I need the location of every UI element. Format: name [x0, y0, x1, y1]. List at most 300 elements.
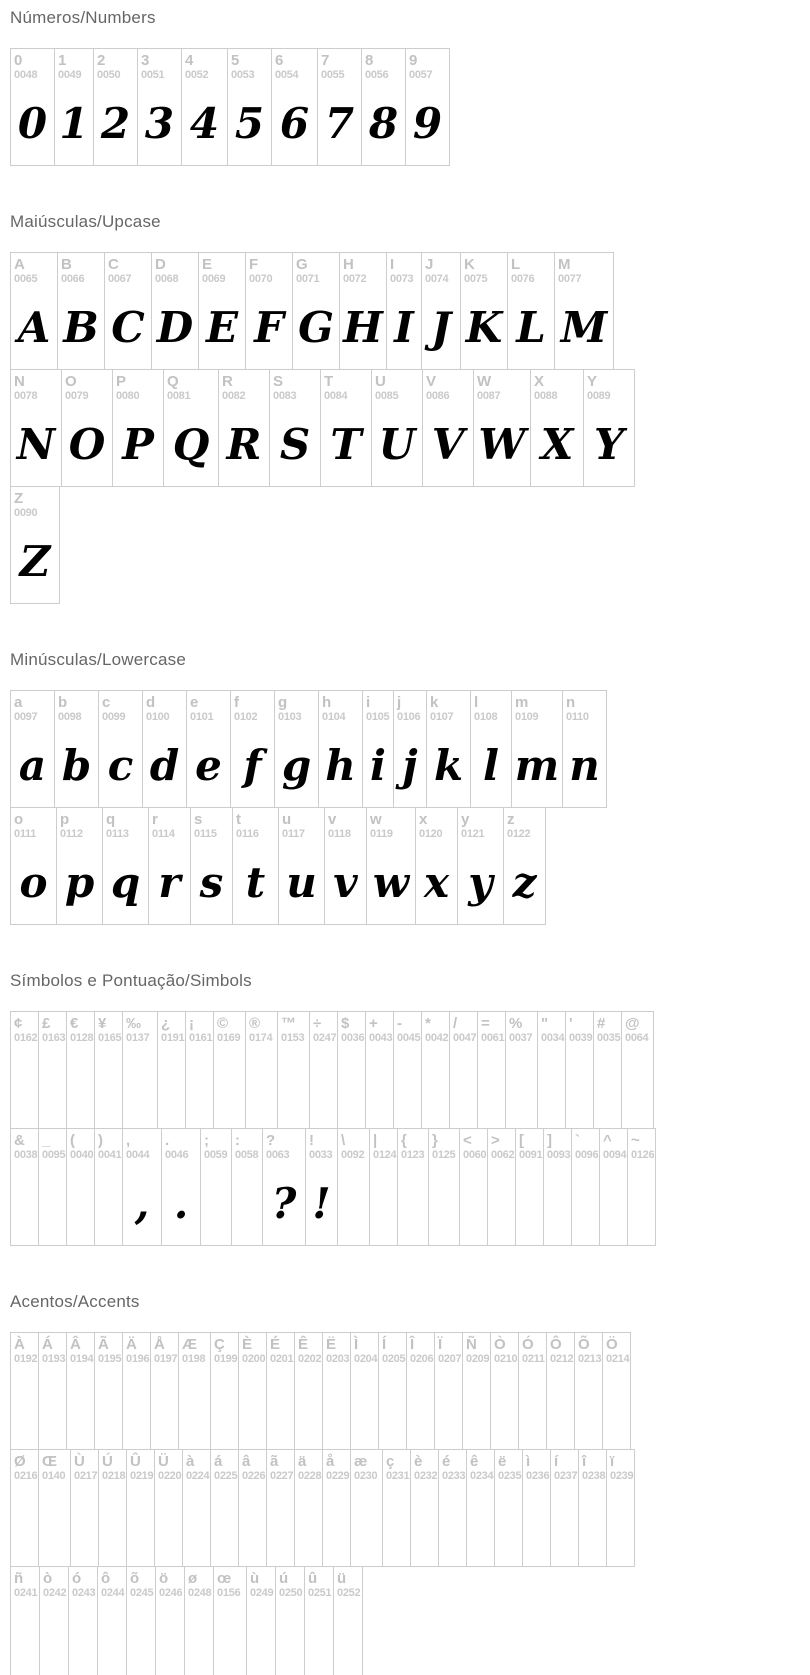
- cell-glyph: [422, 1045, 449, 1127]
- cell-char-label: D: [155, 256, 166, 273]
- cell-code-label: 0204: [354, 1353, 378, 1365]
- cell-char-label: P: [116, 373, 127, 390]
- cell-glyph: [295, 1483, 322, 1565]
- char-row: [10, 369, 810, 487]
- cell-glyph: D: [156, 302, 194, 352]
- cell-char-label: ø: [188, 1570, 198, 1587]
- cell-glyph: T: [330, 419, 362, 469]
- cell-glyph: 2: [100, 98, 131, 148]
- cell-glyph: [201, 1162, 231, 1244]
- char-cell-0238: [578, 1449, 607, 1567]
- cell-char-label: Î: [410, 1336, 415, 1353]
- cell-code-label: 0093: [547, 1149, 571, 1161]
- char-cell-0038: [10, 1128, 39, 1246]
- char-cell-0056: [361, 48, 406, 166]
- char-row: [10, 48, 810, 166]
- cell-code-label: 0095: [42, 1149, 66, 1161]
- cell-code-label: 0114: [152, 828, 175, 840]
- cell-glyph: [295, 1366, 322, 1448]
- cell-code-label: 0087: [477, 390, 501, 402]
- cell-code-label: 0229: [326, 1470, 350, 1482]
- cell-code-label: 0100: [146, 711, 170, 723]
- char-cell-0084: [320, 369, 372, 487]
- char-cell-0227: [266, 1449, 295, 1567]
- cell-glyph: M: [560, 302, 608, 352]
- char-cell-0115: [190, 807, 233, 925]
- cell-code-label: 0161: [189, 1032, 213, 1044]
- cell-char-label: ¿: [161, 1015, 171, 1032]
- cell-glyph: [71, 1483, 98, 1565]
- cell-char-label: ?: [266, 1132, 276, 1149]
- cell-char-label: o: [14, 811, 24, 828]
- cell-glyph: [123, 1366, 150, 1448]
- cell-char-label: ó: [72, 1570, 82, 1587]
- cell-glyph: [95, 1045, 122, 1127]
- cell-code-label: 0105: [366, 711, 390, 723]
- cell-code-label: 0123: [401, 1149, 425, 1161]
- cell-char-label: 2: [97, 52, 106, 69]
- cell-glyph: [338, 1045, 365, 1127]
- cell-code-label: 0120: [419, 828, 443, 840]
- cell-char-label: é: [442, 1453, 451, 1470]
- cell-char-label: Ø: [14, 1453, 26, 1470]
- char-cell-0047: [449, 1011, 478, 1129]
- cell-char-label: &: [14, 1132, 25, 1149]
- char-cell-0036: [337, 1011, 366, 1129]
- cell-code-label: 0052: [185, 69, 209, 81]
- cell-code-label: 0197: [154, 1353, 178, 1365]
- cell-char-label: ]: [547, 1132, 552, 1149]
- cell-glyph: [11, 1483, 38, 1565]
- cell-code-label: 0196: [126, 1353, 150, 1365]
- cell-glyph: [407, 1366, 434, 1448]
- cell-glyph: [246, 1045, 277, 1127]
- cell-glyph: Q: [172, 419, 210, 469]
- cell-code-label: 0104: [322, 711, 346, 723]
- cell-char-label: N: [14, 373, 25, 390]
- char-cell-0239: [606, 1449, 635, 1567]
- cell-char-label: ©: [217, 1015, 229, 1032]
- cell-char-label: x: [419, 811, 428, 828]
- char-cell-0062: [487, 1128, 516, 1246]
- cell-char-label: L: [511, 256, 521, 273]
- cell-char-label: 4: [185, 52, 194, 69]
- char-cell-0077: [554, 252, 614, 370]
- char-cell-0039: [565, 1011, 594, 1129]
- cell-char-label: n: [566, 694, 576, 711]
- cell-char-label: Ç: [214, 1336, 225, 1353]
- cell-glyph: [158, 1045, 185, 1127]
- char-cell-0044: [122, 1128, 162, 1246]
- cell-glyph: [67, 1045, 94, 1127]
- char-cell-0053: [227, 48, 272, 166]
- cell-char-label: >: [491, 1132, 500, 1149]
- cell-char-label: Y: [587, 373, 598, 390]
- cell-code-label: 0218: [102, 1470, 126, 1482]
- section-lowercase: [10, 650, 810, 925]
- cell-char-label: F: [249, 256, 259, 273]
- cell-char-label: Á: [42, 1336, 53, 1353]
- cell-glyph: d: [149, 740, 180, 790]
- char-cell-0229: [322, 1449, 351, 1567]
- cell-glyph: v: [333, 857, 358, 907]
- cell-glyph: [467, 1483, 494, 1565]
- char-cell-0097: [10, 690, 55, 808]
- cell-char-label: ÷: [313, 1015, 322, 1032]
- char-cell-0153: [277, 1011, 310, 1129]
- char-cell-0052: [181, 48, 228, 166]
- cell-code-label: 0119: [370, 828, 393, 840]
- cell-glyph: [551, 1483, 578, 1565]
- cell-code-label: 0082: [222, 390, 246, 402]
- cell-char-label: A: [14, 256, 25, 273]
- cell-char-label: Ó: [522, 1336, 534, 1353]
- char-cell-0114: [148, 807, 191, 925]
- char-cell-0206: [406, 1332, 435, 1450]
- cell-char-label: =: [481, 1015, 490, 1032]
- char-cell-0106: [393, 690, 427, 808]
- cell-char-label: W: [477, 373, 492, 390]
- cell-char-label: k: [430, 694, 439, 711]
- char-cell-0043: [365, 1011, 394, 1129]
- cell-code-label: 0058: [235, 1149, 259, 1161]
- char-cell-0058: [231, 1128, 263, 1246]
- char-cell-0252: [333, 1566, 363, 1675]
- cell-code-label: 0059: [204, 1149, 228, 1161]
- cell-char-label: z: [507, 811, 515, 828]
- cell-glyph: 9: [412, 98, 443, 148]
- char-cell-0099: [98, 690, 143, 808]
- cell-code-label: 0209: [466, 1353, 490, 1365]
- cell-char-label: É: [270, 1336, 281, 1353]
- cell-glyph: [435, 1366, 462, 1448]
- cell-char-label: ¢: [14, 1015, 23, 1032]
- cell-code-label: 0067: [108, 273, 132, 285]
- cell-glyph: b: [61, 740, 92, 790]
- cell-char-label: Ö: [606, 1336, 618, 1353]
- char-cell-0122: [503, 807, 546, 925]
- char-cell-0199: [210, 1332, 239, 1450]
- cell-char-label: r: [152, 811, 158, 828]
- cell-glyph: g: [281, 740, 312, 790]
- cell-code-label: 0108: [474, 711, 498, 723]
- cell-char-label: C: [108, 256, 119, 273]
- cell-code-label: 0213: [578, 1353, 602, 1365]
- cell-glyph: [11, 1162, 38, 1244]
- char-cell-0214: [602, 1332, 631, 1450]
- cell-code-label: 0038: [14, 1149, 38, 1161]
- cell-char-label: :: [235, 1132, 240, 1149]
- char-cell-0128: [66, 1011, 95, 1129]
- cell-char-label: Ì: [354, 1336, 359, 1353]
- char-cell-0116: [232, 807, 279, 925]
- cell-code-label: 0233: [442, 1470, 466, 1482]
- char-row: [10, 1566, 810, 1675]
- char-cell-0051: [137, 48, 182, 166]
- cell-char-label: }: [432, 1132, 438, 1149]
- cell-glyph: [11, 1045, 38, 1127]
- char-cell-0209: [462, 1332, 491, 1450]
- cell-char-label: ®: [249, 1015, 261, 1032]
- cell-glyph: [460, 1162, 487, 1244]
- cell-char-label: $: [341, 1015, 350, 1032]
- cell-glyph: o: [19, 857, 48, 907]
- cell-glyph: [523, 1483, 550, 1565]
- cell-glyph: [628, 1162, 655, 1244]
- char-cell-0107: [426, 690, 471, 808]
- char-cell-0124: [369, 1128, 398, 1246]
- char-cell-0165: [94, 1011, 123, 1129]
- cell-char-label: 7: [321, 52, 330, 69]
- cell-char-label: Q: [167, 373, 179, 390]
- cell-char-label: å: [326, 1453, 335, 1470]
- cell-code-label: 0054: [275, 69, 299, 81]
- cell-code-label: 0214: [606, 1353, 630, 1365]
- char-cell-0063: [262, 1128, 306, 1246]
- cell-code-label: 0075: [464, 273, 488, 285]
- cell-glyph: [186, 1045, 213, 1127]
- cell-glyph: [566, 1045, 593, 1127]
- cell-glyph: p: [64, 857, 95, 907]
- cell-glyph: t: [245, 857, 266, 907]
- cell-char-label: w: [370, 811, 382, 828]
- char-cell-0092: [337, 1128, 370, 1246]
- char-cell-0212: [546, 1332, 575, 1450]
- cell-char-label: u: [282, 811, 292, 828]
- cell-code-label: 0202: [298, 1353, 322, 1365]
- cell-code-label: 0070: [249, 273, 273, 285]
- section-title-symbols: Símbolos e Pontuação/Simbols: [10, 971, 252, 990]
- cell-glyph: !: [312, 1178, 331, 1228]
- cell-glyph: [95, 1366, 122, 1448]
- char-cell-0242: [39, 1566, 69, 1675]
- char-cell-0109: [511, 690, 563, 808]
- cell-glyph: z: [512, 857, 537, 907]
- cell-glyph: q: [110, 857, 141, 907]
- cell-glyph: u: [286, 857, 317, 907]
- char-cell-0201: [266, 1332, 295, 1450]
- char-cell-0241: [10, 1566, 40, 1675]
- cell-glyph: [463, 1366, 490, 1448]
- cell-code-label: 0068: [155, 273, 179, 285]
- cell-code-label: 0039: [569, 1032, 593, 1044]
- cell-glyph: [11, 1600, 39, 1675]
- cell-char-label: Â: [70, 1336, 81, 1353]
- cell-glyph: [276, 1600, 304, 1675]
- cell-glyph: y: [468, 857, 493, 907]
- char-row: [10, 1011, 810, 1129]
- char-row: [10, 1449, 810, 1567]
- char-cell-0111: [10, 807, 57, 925]
- char-cell-0196: [122, 1332, 151, 1450]
- cell-code-label: 0092: [341, 1149, 365, 1161]
- char-cell-0156: [213, 1566, 247, 1675]
- cell-glyph: 0: [17, 98, 48, 148]
- cell-glyph: [69, 1600, 97, 1675]
- cell-char-label: È: [242, 1336, 253, 1353]
- cell-char-label: î: [582, 1453, 587, 1470]
- cell-code-label: 0034: [541, 1032, 565, 1044]
- char-cell-0248: [184, 1566, 214, 1675]
- cell-glyph: [98, 1600, 126, 1675]
- cell-code-label: 0243: [72, 1587, 96, 1599]
- cell-glyph: [383, 1483, 410, 1565]
- char-cell-0046: [161, 1128, 201, 1246]
- cell-code-label: 0203: [326, 1353, 350, 1365]
- cell-char-label: Ñ: [466, 1336, 477, 1353]
- cell-glyph: K: [465, 302, 503, 352]
- cell-code-label: 0248: [188, 1587, 212, 1599]
- cell-char-label: ¡: [189, 1015, 194, 1032]
- cell-code-label: 0236: [526, 1470, 550, 1482]
- cell-code-label: 0040: [70, 1149, 94, 1161]
- cell-code-label: 0126: [631, 1149, 655, 1161]
- char-cell-0234: [466, 1449, 495, 1567]
- char-cell-0083: [269, 369, 321, 487]
- cell-glyph: ,: [134, 1178, 150, 1228]
- cell-char-label: %: [509, 1015, 523, 1032]
- cell-code-label: 0077: [558, 273, 582, 285]
- cell-char-label: h: [322, 694, 332, 711]
- char-cell-0095: [38, 1128, 67, 1246]
- cell-glyph: [214, 1045, 245, 1127]
- section-uppercase: [10, 212, 810, 604]
- cell-glyph: m: [514, 740, 560, 790]
- cell-glyph: [334, 1600, 362, 1675]
- char-cell-0195: [94, 1332, 123, 1450]
- char-cell-0232: [410, 1449, 439, 1567]
- char-cell-0066: [57, 252, 105, 370]
- char-cell-0112: [56, 807, 103, 925]
- cell-glyph: [211, 1483, 238, 1565]
- cell-code-label: 0089: [587, 390, 611, 402]
- cell-code-label: 0116: [236, 828, 259, 840]
- cell-glyph: Z: [19, 536, 51, 586]
- cell-code-label: 0042: [425, 1032, 449, 1044]
- cell-code-label: 0165: [98, 1032, 122, 1044]
- cell-code-label: 0200: [242, 1353, 266, 1365]
- cell-char-label: Z: [14, 490, 24, 507]
- char-cell-0042: [421, 1011, 450, 1129]
- cell-char-label: Å: [154, 1336, 165, 1353]
- cell-glyph: c: [107, 740, 134, 790]
- cell-char-label: ‰: [126, 1015, 141, 1032]
- char-cell-0070: [245, 252, 293, 370]
- char-cell-0204: [350, 1332, 379, 1450]
- cell-glyph: [491, 1366, 518, 1448]
- char-cell-0191: [157, 1011, 186, 1129]
- cell-glyph: i: [370, 740, 386, 790]
- char-cell-0210: [490, 1332, 519, 1450]
- cell-char-label: U: [375, 373, 386, 390]
- cell-code-label: 0046: [165, 1149, 189, 1161]
- cell-char-label: <: [463, 1132, 472, 1149]
- cell-glyph: H: [343, 302, 383, 352]
- cell-char-label: M: [558, 256, 571, 273]
- cell-glyph: k: [433, 740, 464, 790]
- char-cell-0235: [494, 1449, 523, 1567]
- char-cell-0193: [38, 1332, 67, 1450]
- char-cell-0067: [104, 252, 152, 370]
- cell-glyph: [151, 1366, 178, 1448]
- cell-char-label: O: [65, 373, 77, 390]
- cell-char-label: À: [14, 1336, 25, 1353]
- cell-code-label: 0244: [101, 1587, 125, 1599]
- char-cell-0218: [98, 1449, 127, 1567]
- section-numbers: [10, 8, 810, 166]
- cell-code-label: 0061: [481, 1032, 505, 1044]
- cell-char-label: i: [366, 694, 371, 711]
- cell-code-label: 0228: [298, 1470, 322, 1482]
- cell-code-label: 0051: [141, 69, 165, 81]
- section-title-accents: Acentos/Accents: [10, 1292, 140, 1311]
- section-accents: [10, 1292, 810, 1675]
- char-cell-0081: [163, 369, 219, 487]
- cell-char-label: Õ: [578, 1336, 590, 1353]
- cell-glyph: [575, 1366, 602, 1448]
- char-cell-0069: [198, 252, 246, 370]
- char-cell-0119: [366, 807, 416, 925]
- cell-code-label: 0249: [250, 1587, 274, 1599]
- cell-glyph: [622, 1045, 653, 1127]
- cell-code-label: 0153: [281, 1032, 305, 1044]
- char-cell-0123: [397, 1128, 429, 1246]
- cell-glyph: h: [325, 740, 356, 790]
- cell-char-label: Ï: [438, 1336, 443, 1353]
- cell-char-label: !: [309, 1132, 314, 1149]
- cell-code-label: 0169: [217, 1032, 241, 1044]
- cell-char-label: S: [273, 373, 284, 390]
- cell-char-label: ã: [270, 1453, 279, 1470]
- cell-glyph: [305, 1600, 333, 1675]
- cell-code-label: 0231: [386, 1470, 410, 1482]
- cell-char-label: Æ: [182, 1336, 197, 1353]
- cell-code-label: 0106: [397, 711, 421, 723]
- cell-code-label: 0103: [278, 711, 302, 723]
- cell-char-label: ü: [337, 1570, 347, 1587]
- cell-code-label: 0201: [270, 1353, 294, 1365]
- char-cell-0245: [126, 1566, 156, 1675]
- cell-code-label: 0192: [14, 1353, 38, 1365]
- cell-glyph: [39, 1045, 66, 1127]
- cell-glyph: [67, 1162, 94, 1244]
- char-cell-0082: [218, 369, 270, 487]
- cell-char-label: æ: [354, 1453, 368, 1470]
- cell-code-label: 0086: [426, 390, 450, 402]
- cell-code-label: 0212: [550, 1353, 574, 1365]
- cell-glyph: j: [402, 740, 418, 790]
- cell-code-label: 0122: [507, 828, 531, 840]
- cell-code-label: 0162: [14, 1032, 38, 1044]
- cell-code-label: 0226: [242, 1470, 266, 1482]
- char-cell-0247: [309, 1011, 338, 1129]
- cell-glyph: 8: [368, 98, 399, 148]
- cell-char-label: ;: [204, 1132, 209, 1149]
- cell-char-label: ñ: [14, 1570, 24, 1587]
- char-cell-0065: [10, 252, 58, 370]
- cell-code-label: 0250: [279, 1587, 303, 1599]
- cell-code-label: 0094: [603, 1149, 627, 1161]
- cell-char-label: _: [42, 1132, 51, 1149]
- cell-glyph: [572, 1162, 599, 1244]
- cell-char-label: ö: [159, 1570, 169, 1587]
- char-cell-0100: [142, 690, 187, 808]
- cell-char-label: m: [515, 694, 529, 711]
- cell-char-label: à: [186, 1453, 195, 1470]
- cell-char-label: Û: [130, 1453, 141, 1470]
- cell-code-label: 0241: [14, 1587, 38, 1599]
- char-row: [10, 690, 810, 808]
